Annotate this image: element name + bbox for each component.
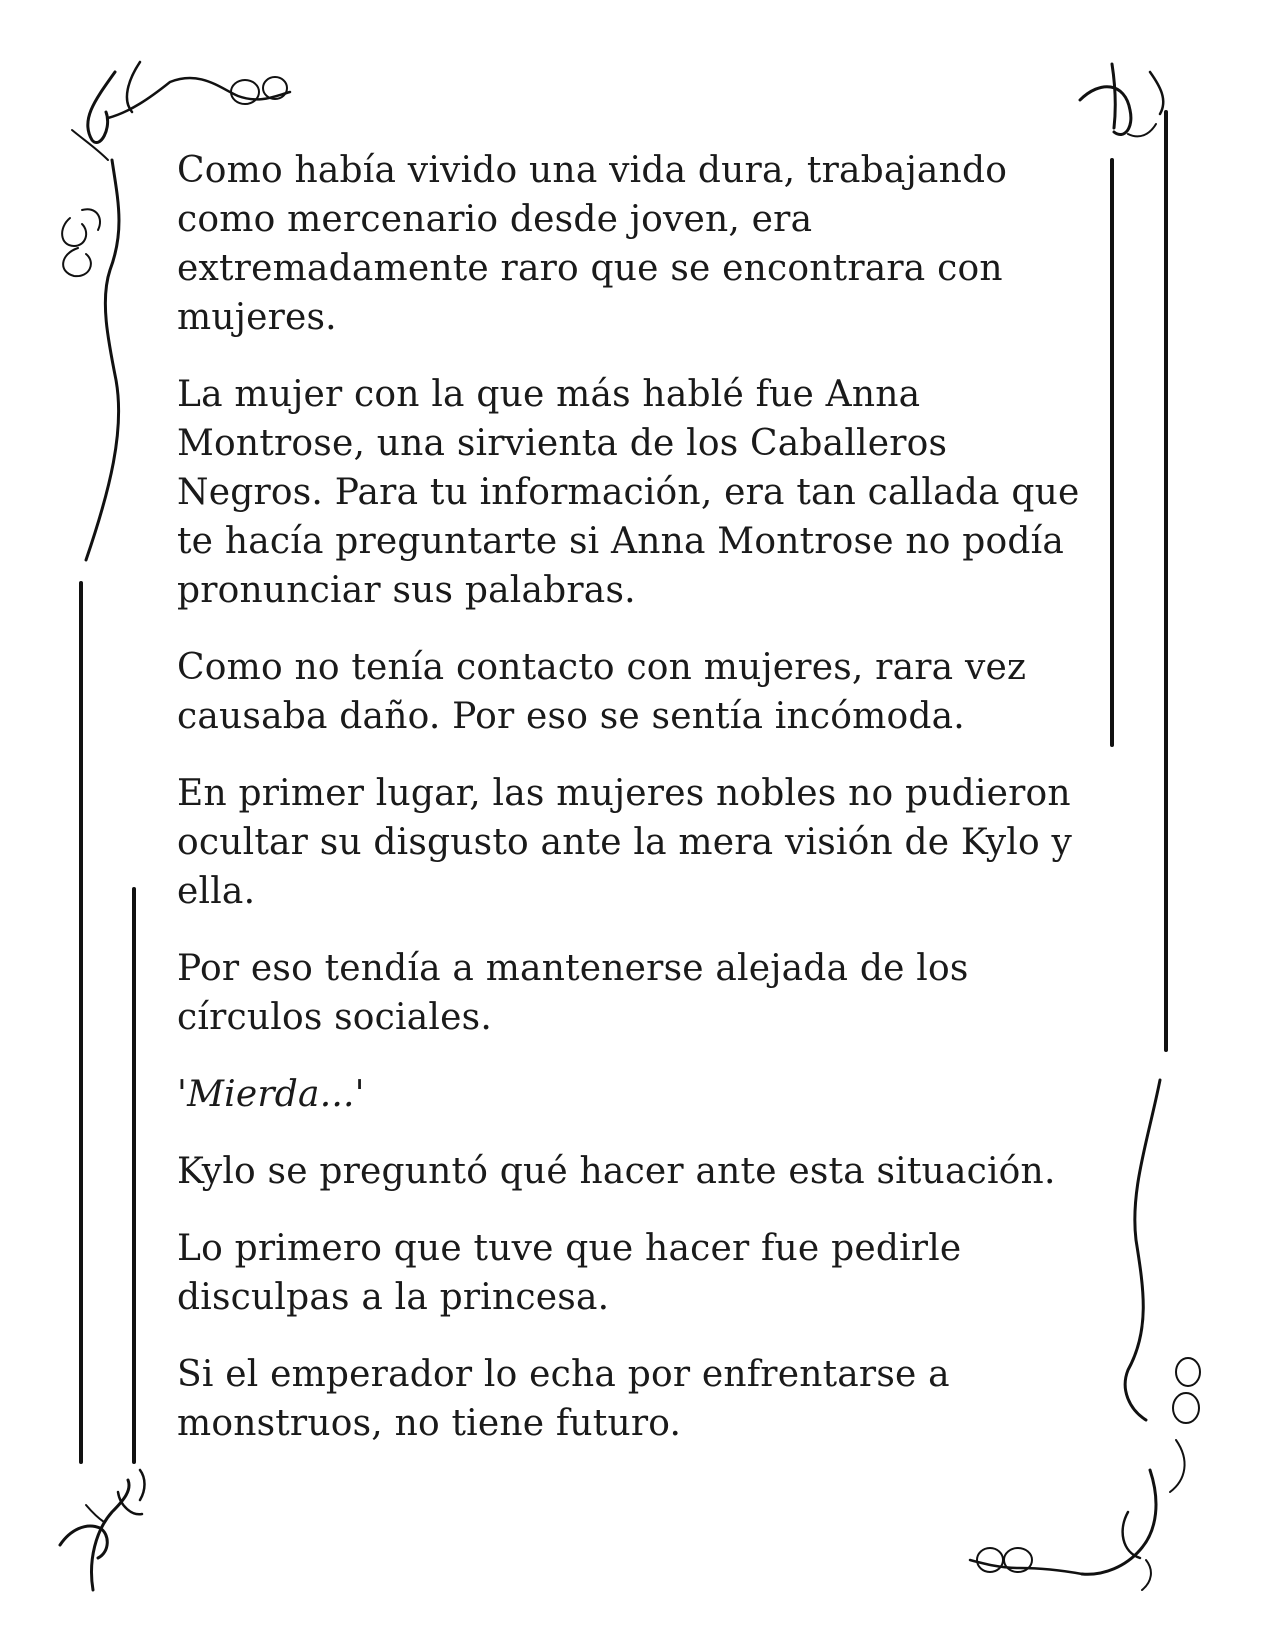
paragraph: Como había vivido una vida dura, trabajando como mercenario desde joven, era extremadamente raro que se encontrara con mujeres. (177, 150, 1008, 338)
paragraph: Por eso tendía a mantenerse alejada de los círculos sociales. (177, 948, 969, 1038)
top-right-flourish-ornament (1080, 64, 1163, 136)
italic-thought-paragraph: 'Mierda...' (177, 1074, 365, 1115)
paragraph: Si el emperador lo echa por enfrentarse a monstruos, no tiene futuro. (177, 1354, 950, 1444)
paragraph: Lo primero que tuve que hacer fue pedirle disculpas a la princesa. (177, 1228, 962, 1318)
paragraph: En primer lugar, las mujeres nobles no pudieron ocultar su disgusto ante la mera visión de Kylo y ella. (177, 773, 1073, 912)
bottom-left-flourish-ornament (60, 1470, 145, 1590)
story-text (177, 146, 1097, 1476)
paragraph: Kylo se preguntó qué hacer ante esta situación. (177, 1151, 1056, 1192)
paragraph: Como no tenía contacto con mujeres, rara vez causaba daño. Por eso se sentía incómoda. (177, 647, 1027, 737)
paragraph: La mujer con la que más hablé fue Anna Montrose, una sirvienta de los Caballeros Negros. Para tu información, era tan callada que te hacía preguntarte si Anna Montrose no podía pronunciar sus palabras. (177, 374, 1080, 611)
